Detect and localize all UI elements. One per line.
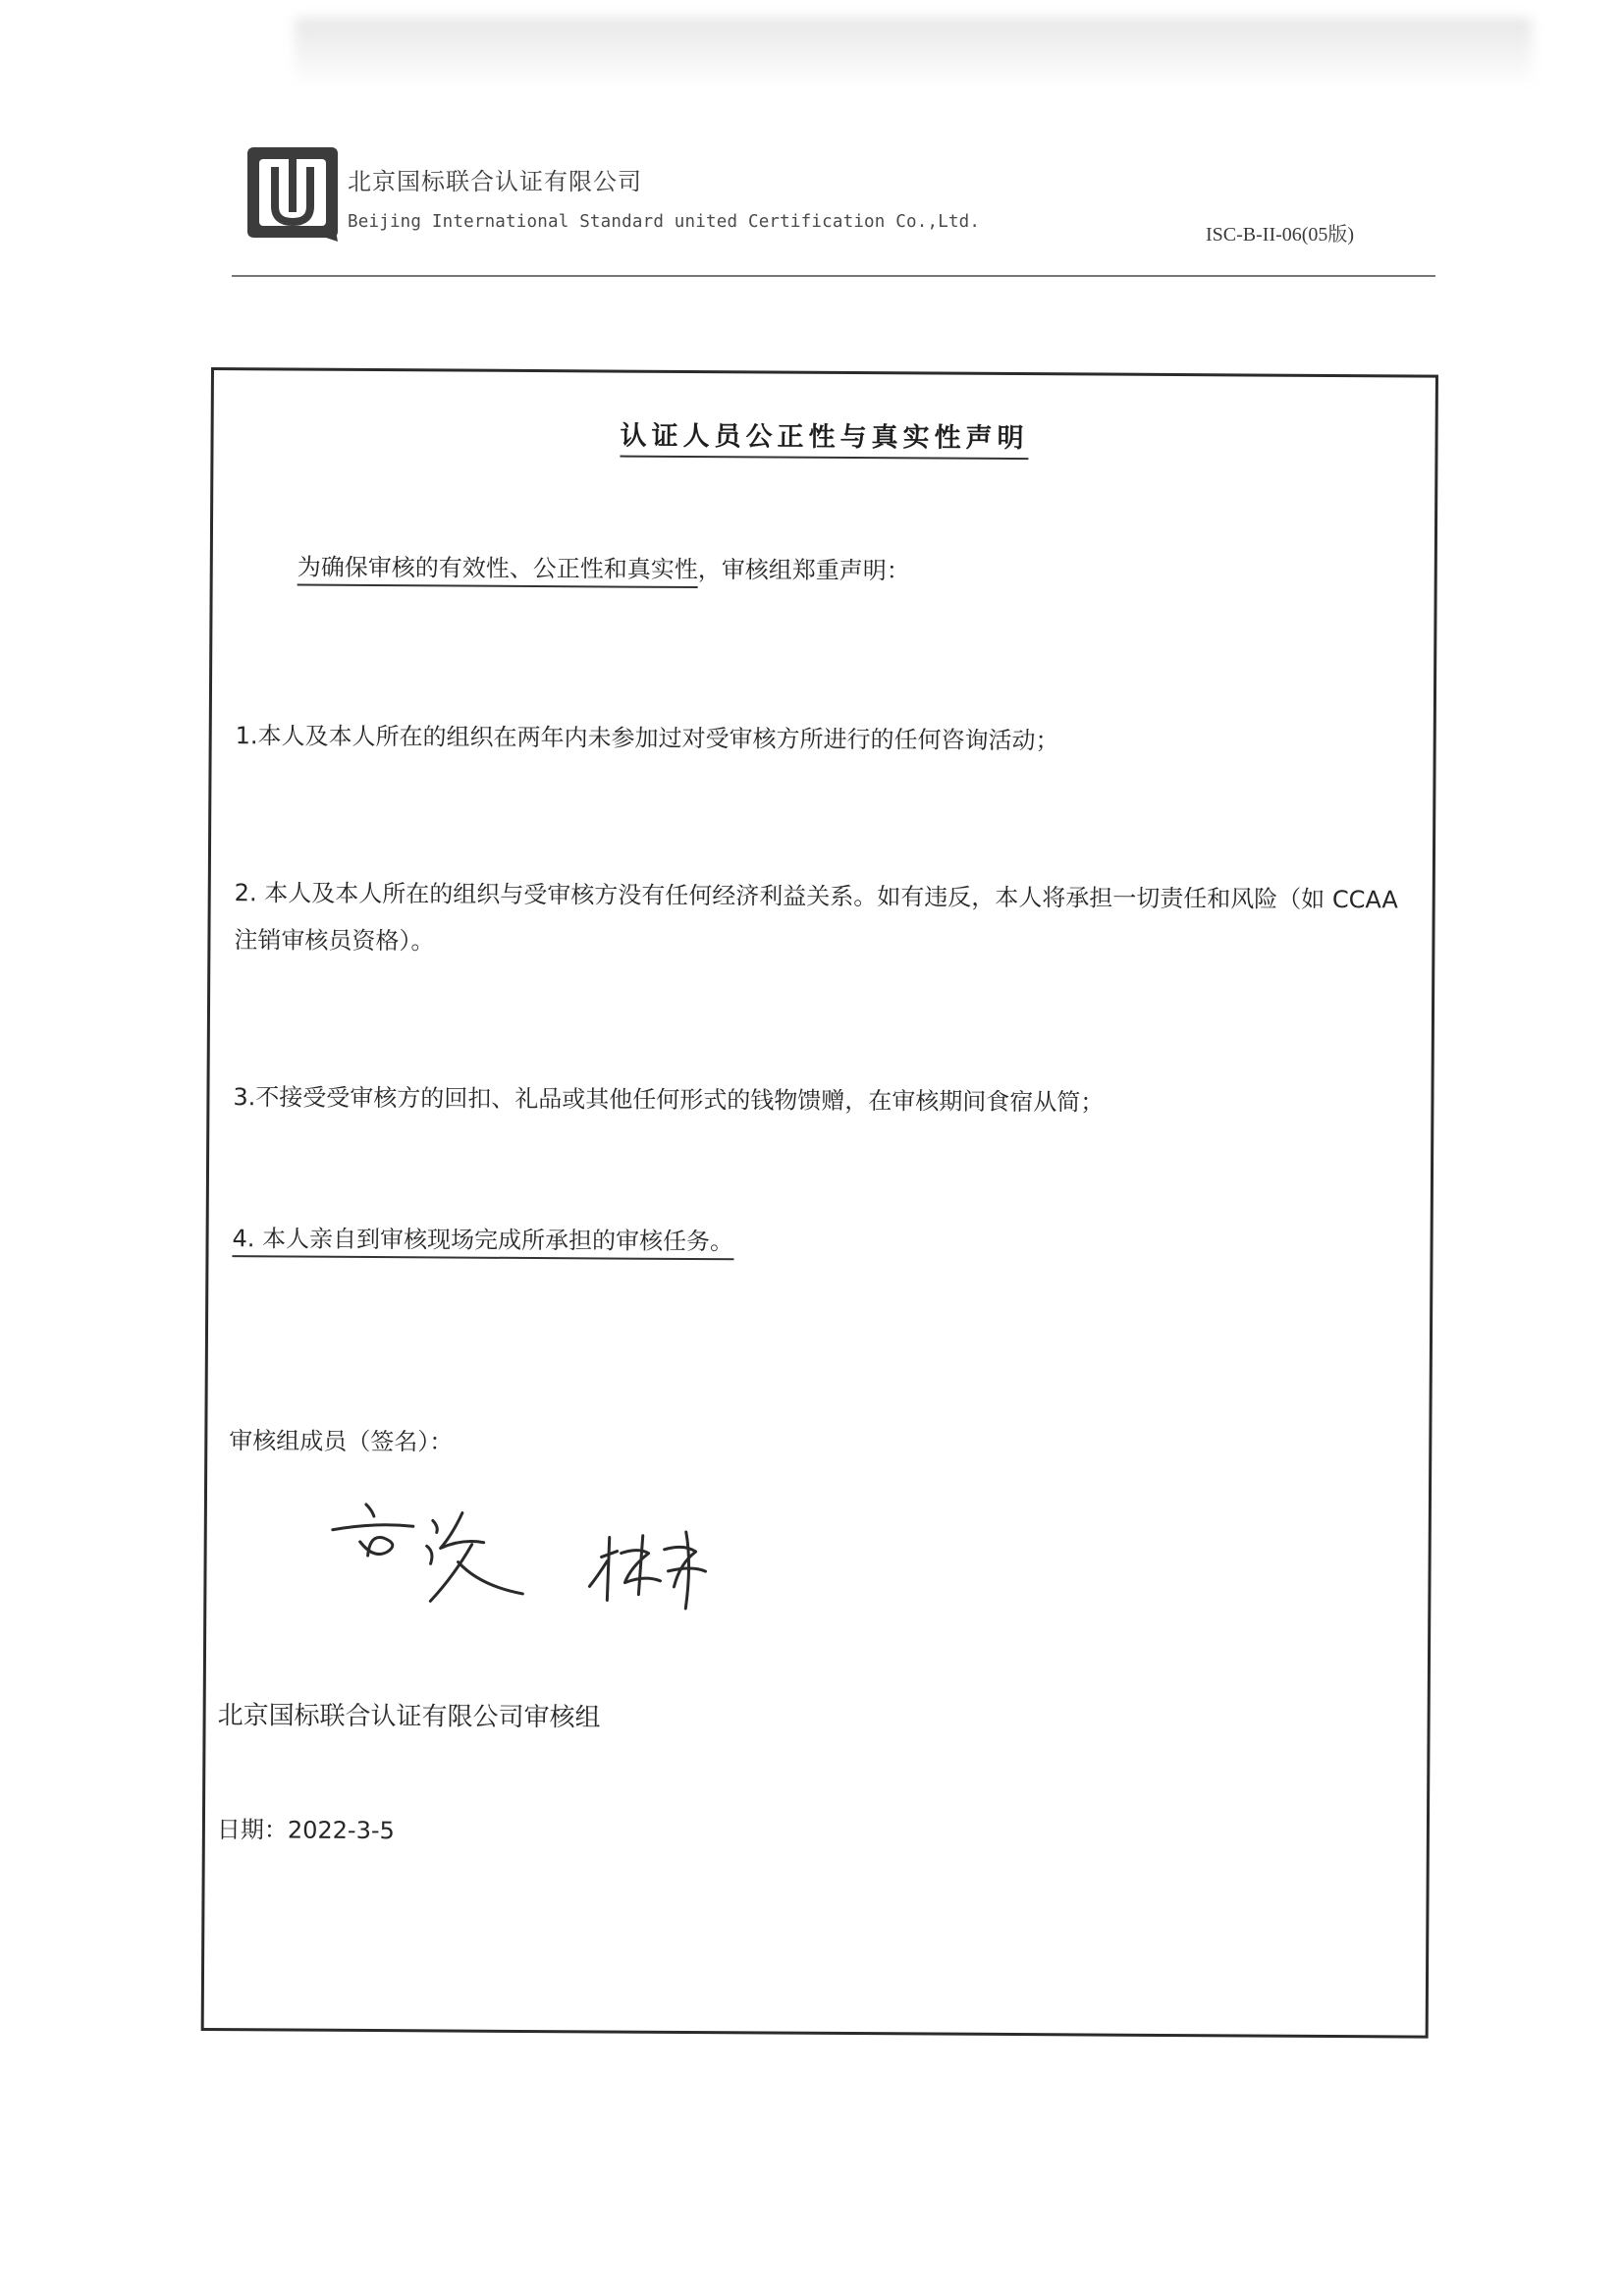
company-name-cn: 北京国标联合认证有限公司 [348,168,642,195]
company-logo-icon [245,145,340,244]
declaration-title [213,411,1434,458]
declaration-item-2: 2. 本人及本人所在的组织与受审核方没有任何经济利益关系。如有违反，本人将承担一切责任和风险（如 CCAA 注销审核员资格）。 [234,879,1398,956]
declaration-item-4 [232,1215,1410,1269]
declaration-item-3: 3.不接受受审核方的回扣、礼品或其他任何形式的钱物馈赠，在审核期间食宿从简； [233,1083,1105,1117]
handwritten-signatures [314,1491,767,1621]
date-label: 日期： [216,1816,288,1844]
members-signature-label: 审核组成员（签名）： [229,1427,454,1456]
date-value: 2022-3-5 [287,1816,395,1845]
declaration-item-4-text: 4. 本人亲自到审核现场完成所承担的审核任务。 [232,1225,733,1260]
intro-underlined-text: 为确保审核的有效性、公正性和真实性 [298,554,698,588]
header-divider [232,275,1435,277]
scan-shadow [295,18,1532,86]
declaration-intro [298,544,1476,598]
declaration-title-text: 认证人员公正性与真实性声明 [620,421,1028,461]
declaration-frame [201,367,1438,2039]
declaration-item-1: 1.本人及本人所在的组织在两年内未参加过对受审核方所进行的任何咨询活动； [235,722,1059,755]
audit-team-organization: 北京国标联合认证有限公司审核组 [217,1701,601,1733]
company-name-en: Beijing International Standard united Certification Co.,Ltd. [348,212,981,232]
form-code: ISC-B-II-06(05版) [1206,224,1355,246]
declaration-date [217,1806,1395,1860]
intro-rest-text: ，审核组郑重声明： [697,556,910,585]
